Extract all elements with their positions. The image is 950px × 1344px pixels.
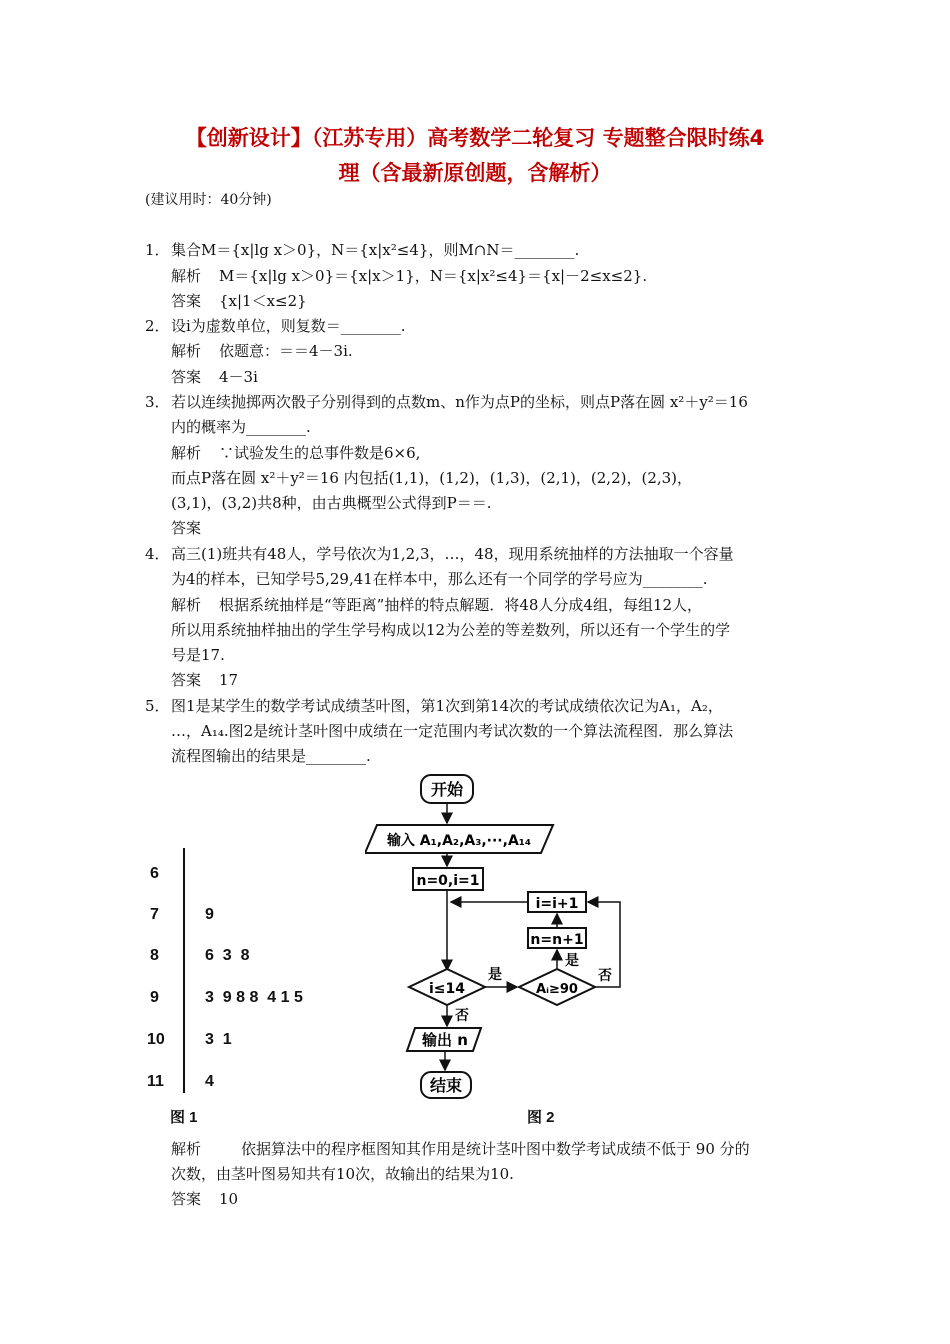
increment-i-label: i=i+1 bbox=[535, 896, 579, 912]
leaf-values: 9 bbox=[205, 906, 214, 923]
figure-2-label: 图 2 bbox=[527, 1109, 555, 1126]
problem-5-answer: 答案 10 bbox=[171, 1190, 239, 1208]
problem-3-analysis-cont-1: 而点P落在圆 x²＋y²＝16 内包括(1,1)，(1,2)，(1,3)，(2,1)，(2,2)，(2,3)， bbox=[171, 469, 693, 487]
analysis-label: 解析 bbox=[171, 342, 202, 360]
problem-3-question: 3．若以连续抛掷两次骰子分别得到的点数m、n作为点P的坐标，则点P落在圆 x²＋y²＝16 bbox=[145, 393, 748, 411]
problem-number: 4． bbox=[145, 545, 170, 563]
problem-2-answer: 答案 4－3i bbox=[171, 368, 258, 386]
problem-number: 2． bbox=[145, 317, 170, 335]
leaf-values: 3 1 bbox=[205, 1031, 232, 1048]
answer-label: 答案 bbox=[171, 368, 202, 386]
problem-5-question-cont-1: …，A₁₄.图2是统计茎叶图中成绩在一定范围内考试次数的一个算法流程图．那么算法 bbox=[171, 722, 734, 740]
problem-3-analysis-cont-2: (3,1)，(3,2)共8种，由古典概型公式得到P＝＝. bbox=[171, 494, 492, 512]
algorithm-flowchart bbox=[365, 770, 685, 1115]
condition-i-label: i≤14 bbox=[428, 981, 466, 997]
leaf-values: 6 3 8 bbox=[205, 947, 250, 964]
problem-4-answer: 答案 17 bbox=[171, 671, 239, 689]
problem-5-analysis-cont: 次数，由茎叶图易知共有10次，故输出的结果为10. bbox=[171, 1165, 514, 1183]
problem-4-analysis: 解析 根据系统抽样是“等距离”抽样的特点解题．将48人分成4组，每组12人， bbox=[171, 596, 703, 614]
start-label: 开始 bbox=[430, 780, 464, 799]
problem-1-question: 1．集合M＝{x|lg x＞0}，N＝{x|x²≤4}，则M∩N＝________. bbox=[145, 241, 580, 259]
problem-5-analysis: 解析 依据算法中的程序框图知其作用是统计茎叶图中数学考试成绩不低于 90 分的 bbox=[171, 1140, 750, 1158]
stem-leaf-divider bbox=[183, 848, 185, 1093]
analysis-label: 解析 bbox=[171, 596, 202, 614]
stem-value: 11 bbox=[147, 1073, 164, 1090]
problem-4-analysis-cont-2: 号是17. bbox=[171, 646, 225, 664]
figure-1-label: 图 1 bbox=[170, 1109, 198, 1126]
problem-2-analysis: 解析 依题意：＝＝4－3i. bbox=[171, 342, 353, 360]
stem-leaf-plot bbox=[147, 848, 380, 1098]
yes-label-2: 是 bbox=[565, 953, 579, 969]
stem-value: 8 bbox=[150, 947, 159, 964]
init-label: n=0,i=1 bbox=[416, 873, 480, 889]
document-title-line-1: 【创新设计】（江苏专用）高考数学二轮复习 专题整合限时练4 bbox=[185, 126, 765, 150]
output-label: 输出 n bbox=[422, 1031, 468, 1049]
problem-5-question: 5．图1是某学生的数学考试成绩茎叶图，第1次到第14次的考试成绩依次记为A₁，A₂， bbox=[145, 697, 723, 715]
problem-number: 3． bbox=[145, 393, 170, 411]
stem-value: 9 bbox=[150, 989, 159, 1006]
end-label: 结束 bbox=[429, 1076, 463, 1095]
stem-value: 10 bbox=[147, 1031, 165, 1048]
problem-3-question-cont: 内的概率为________. bbox=[171, 418, 311, 436]
stem-value: 7 bbox=[150, 906, 159, 923]
problem-2-question: 2．设i为虚数单位，则复数＝________. bbox=[145, 317, 406, 335]
increment-n-label: n=n+1 bbox=[530, 932, 584, 948]
answer-label: 答案 bbox=[171, 519, 202, 537]
no-label-2: 否 bbox=[598, 968, 612, 984]
no-label-1: 否 bbox=[455, 1008, 469, 1024]
suggested-time: (建议用时：40分钟) bbox=[145, 192, 272, 208]
problem-5-question-cont-2: 流程图输出的结果是________. bbox=[171, 747, 371, 765]
condition-a-label: Aᵢ≥90 bbox=[536, 982, 578, 997]
problem-1-analysis: 解析 M＝{x|lg x＞0}＝{x|x＞1}，N＝{x|x²≤4}＝{x|－2≤x≤2}. bbox=[171, 267, 648, 285]
answer-label: 答案 bbox=[171, 1190, 202, 1208]
answer-label: 答案 bbox=[171, 671, 202, 689]
problem-4-question-cont: 为4的样本，已知学号5,29,41在样本中，那么还有一个同学的学号应为________. bbox=[171, 570, 708, 588]
problem-3-answer bbox=[171, 518, 219, 538]
problem-number: 5． bbox=[145, 697, 170, 715]
document-title-line-2: 理（含最新原创题，含解析） bbox=[338, 161, 612, 185]
leaf-values: 3 9 8 8 4 1 5 bbox=[205, 989, 303, 1006]
input-label: 输入 A₁,A₂,A₃,···,A₁₄ bbox=[386, 833, 532, 849]
analysis-label: 解析 bbox=[171, 267, 202, 285]
problem-4-analysis-cont-1: 所以用系统抽样抽出的学生学号构成以12为公差的等差数列，所以还有一个学生的学 bbox=[171, 621, 731, 639]
problem-1-answer: 答案 {x|1＜x≤2} bbox=[171, 292, 307, 310]
yes-label-1: 是 bbox=[488, 967, 502, 983]
answer-label: 答案 bbox=[171, 292, 202, 310]
analysis-label: 解析 bbox=[171, 1140, 202, 1158]
problem-4-question: 4．高三(1)班共有48人，学号依次为1,2,3，…，48，现用系统抽样的方法抽取一个容量 bbox=[145, 545, 734, 563]
problem-3-analysis: 解析 ∵试验发生的总事件数是6×6, bbox=[171, 444, 421, 462]
stem-value: 6 bbox=[150, 865, 159, 882]
leaf-values: 4 bbox=[205, 1073, 214, 1090]
analysis-label: 解析 bbox=[171, 444, 202, 462]
problem-number: 1． bbox=[145, 241, 170, 259]
